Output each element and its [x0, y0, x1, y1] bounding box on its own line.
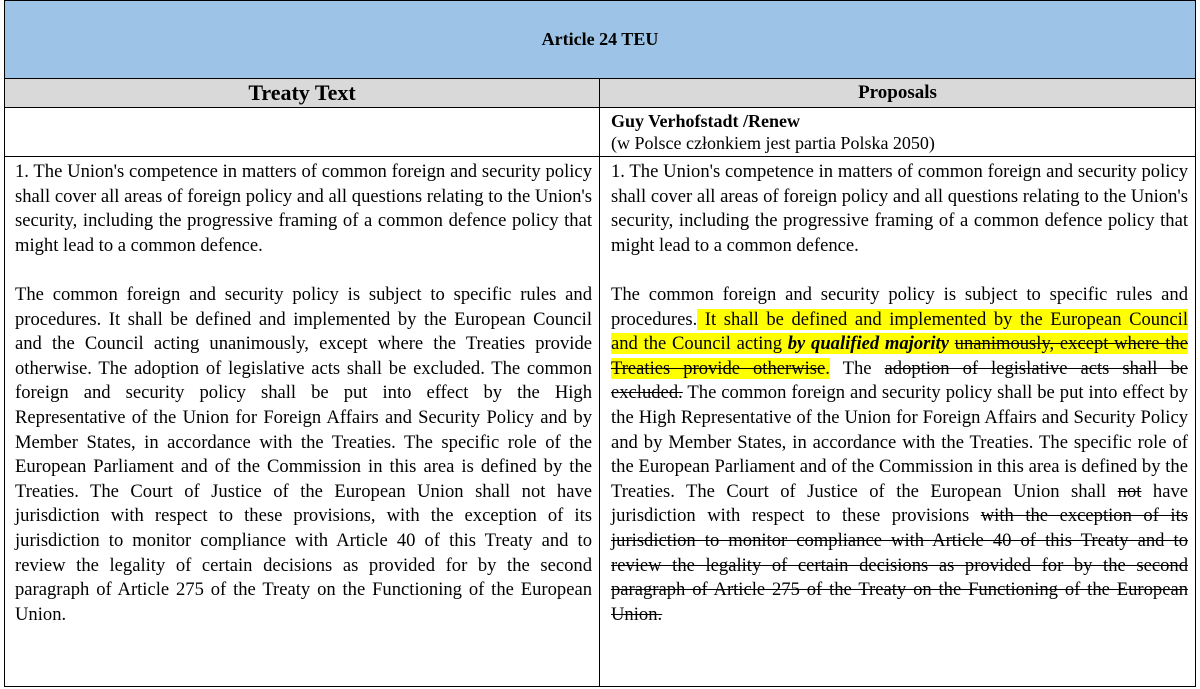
deleted-text: with the exception of its jurisdiction to monitor compliance with Article 40 of this Treaty and to review the legality of certain decisions as provided for by the second paragraph of Article 275 of the Treaty on the Functioning of the European Union: [611, 505, 1188, 625]
deleted-text: adoption of legislative acts shall be excluded.: [611, 357, 1189, 404]
proposal-paragraph-2: [611, 283, 1188, 627]
proposer-note: (w Polsce członkiem jest partia Polska 2050): [611, 133, 935, 153]
table-title-row: [5, 1, 1195, 79]
proposal-text-cell: [600, 157, 1195, 687]
inserted-text: by qualified majority: [787, 333, 949, 355]
deleted-text: not: [1117, 480, 1142, 502]
proposal-text-highlighted: It shall be defined and implemented by the European Council and the Council acting: [611, 308, 1188, 355]
proposer-cell: [600, 108, 1195, 157]
proposal-text-unchanged: have jurisdiction with respect to these provisions: [611, 480, 1188, 527]
column-header-treaty-text: Treaty Text: [5, 79, 600, 108]
empty-cell: [5, 108, 600, 157]
comparison-table: [4, 0, 1196, 687]
proposal-end: .: [657, 603, 663, 625]
proposal-text-unchanged: The common foreign and security policy shall be put into effect by the High Representative of the Union for Foreign Affairs and Security Policy and by Member States, in accordance with the Treaties. The specific role of the European Parliament and of the Commission in this area is defined by the Treaties. The Court of Justice of the European Union shall: [611, 382, 1188, 502]
proposer-name: Guy Verhofstadt /Renew: [611, 111, 801, 131]
treaty-paragraph-2: The common foreign and security policy is subject to specific rules and procedures. It shall be defined and implemented by the European Council and the Council acting unanimously, except where the Treaties provide otherwise. The adoption of legislative acts shall be excluded. The common foreign and security policy shall be put into effect by the High Representative of the Union for Foreign Affairs and Security Policy and by Member States, in accordance with the Treaties. The specific role of the European Parliament and of the Commission in this area is defined by the Treaties. The Court of Justice of the European Union shall not have jurisdiction with respect to these provisions, with the exception of its jurisdiction to monitor compliance with Article 40 of this Treaty and to review the legality of certain decisions as provided for by the second paragraph of Article 275 of the Treaty on the Functioning of the European Union.: [15, 283, 592, 625]
column-header-proposals: Proposals: [600, 79, 1195, 108]
proposal-period: .: [825, 357, 830, 379]
deleted-text: unanimously, except where the Treaties provide otherwise: [611, 333, 1188, 379]
proposal-text-unchanged: The common foreign and security policy is subject to specific rules and procedures.: [611, 283, 1188, 330]
treaty-paragraph-1: 1. The Union's competence in matters of common foreign and security policy shall cover all areas of foreign policy and all questions relating to the Union's security, including the progressive framing of a common defence policy that might lead to a common defence.: [15, 161, 592, 256]
proposal-paragraph-1: 1. The Union's competence in matters of common foreign and security policy shall cover all areas of foreign policy and all questions relating to the Union's security, including the progressive framing of a common defence policy that might lead to a common defence.: [611, 161, 1188, 256]
proposal-text-unchanged: The: [829, 357, 885, 379]
table-title: Article 24 TEU: [541, 29, 659, 49]
treaty-text-cell: [5, 157, 600, 687]
